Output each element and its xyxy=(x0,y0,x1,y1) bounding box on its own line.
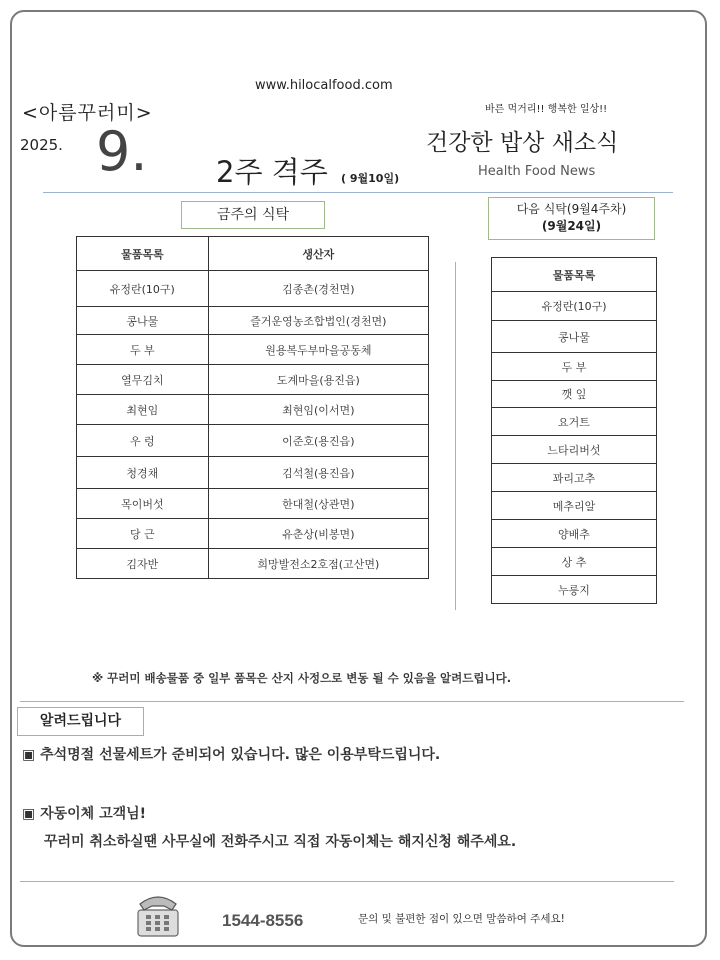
table-row xyxy=(77,271,429,307)
column-divider xyxy=(455,262,456,610)
column-header-items: 물품목록 xyxy=(77,237,209,271)
notice-divider xyxy=(20,701,684,702)
item-cell: 최현임 xyxy=(77,395,209,425)
announcement-label: 알려드립니다 xyxy=(17,707,144,736)
item-cell: 청경채 xyxy=(77,457,209,489)
table-row xyxy=(492,408,657,436)
table-row xyxy=(492,381,657,408)
table-row xyxy=(77,489,429,519)
brand-name: <아름꾸러미> xyxy=(22,102,153,124)
table-row xyxy=(492,492,657,520)
producer-cell: 김석철(용진읍) xyxy=(208,457,428,489)
next-week-label xyxy=(488,197,655,240)
producer-cell: 원용복두부마을공동체 xyxy=(208,335,428,365)
contact-message: 문의 및 불편한 점이 있으면 말씀하여 주세요! xyxy=(358,913,565,925)
table-row xyxy=(77,307,429,335)
item-cell: 두 부 xyxy=(77,335,209,365)
header-divider xyxy=(43,192,673,193)
table-row xyxy=(492,548,657,576)
item-cell: 김자반 xyxy=(77,549,209,579)
table-row xyxy=(492,353,657,381)
table-row xyxy=(77,425,429,457)
table-row xyxy=(77,457,429,489)
producer-cell: 김종촌(경천면) xyxy=(208,271,428,307)
year: 2025. xyxy=(20,136,63,154)
website-url: www.hilocalfood.com xyxy=(255,78,393,93)
next-week-date: (9월24일) xyxy=(541,219,602,233)
item-cell: 당 근 xyxy=(77,519,209,549)
next-week-title: 다음 식탁(9월4주차) xyxy=(516,202,627,216)
this-week-label: 금주의 식탁 xyxy=(181,201,325,229)
announcement-item-autopay-body: 꾸러미 취소하실땐 사무실에 전화주시고 직접 자동이체는 해지신청 해주세요. xyxy=(44,834,517,850)
slogan: 바른 먹거리!! 행복한 일상!! xyxy=(485,104,608,115)
producer-cell: 이준호(용진읍) xyxy=(208,425,428,457)
next-item-cell: 양배추 xyxy=(492,520,657,548)
news-title: 건강한 밥상 새소식 xyxy=(426,130,619,156)
producer-cell: 유춘상(비봉면) xyxy=(208,519,428,549)
footer-divider xyxy=(20,881,674,882)
announcement-item-gift: ▣ 추석명절 선물세트가 준비되어 있습니다. 많은 이용부탁드립니다. xyxy=(22,747,441,763)
column-header-next-items: 물품목록 xyxy=(492,258,657,292)
next-week-table xyxy=(491,257,657,604)
table-row xyxy=(77,335,429,365)
next-item-cell: 요거트 xyxy=(492,408,657,436)
producer-cell: 한대철(상관면) xyxy=(208,489,428,519)
next-item-cell: 상 추 xyxy=(492,548,657,576)
item-cell: 콩나물 xyxy=(77,307,209,335)
table-row xyxy=(492,464,657,492)
table-row xyxy=(492,576,657,604)
producer-cell: 최현임(이서면) xyxy=(208,395,428,425)
item-cell: 우 렁 xyxy=(77,425,209,457)
producer-cell: 희망발전소2호점(고산면) xyxy=(208,549,428,579)
next-item-cell: 두 부 xyxy=(492,353,657,381)
this-week-table xyxy=(76,236,429,579)
producer-cell: 도계마을(용진읍) xyxy=(208,365,428,395)
item-cell: 열무김치 xyxy=(77,365,209,395)
next-item-cell: 유정란(10구) xyxy=(492,292,657,321)
column-header-producer: 생산자 xyxy=(208,237,428,271)
item-cell: 목이버섯 xyxy=(77,489,209,519)
telephone-icon xyxy=(134,888,182,940)
next-item-cell: 꽈리고추 xyxy=(492,464,657,492)
week-date: ( 9월10일) xyxy=(341,172,400,185)
table-row xyxy=(492,321,657,353)
next-item-cell: 깻 잎 xyxy=(492,381,657,408)
week-label: 2주 격주 xyxy=(216,155,328,189)
table-row xyxy=(492,292,657,321)
next-item-cell: 느타리버섯 xyxy=(492,436,657,464)
table-row xyxy=(77,365,429,395)
month: 9. xyxy=(96,120,148,183)
next-item-cell: 콩나물 xyxy=(492,321,657,353)
news-subtitle: Health Food News xyxy=(478,164,596,179)
contact-phone: 1544-8556 xyxy=(222,911,304,930)
next-item-cell: 메추리알 xyxy=(492,492,657,520)
announcement-item-autopay-title: ▣ 자동이체 고객님! xyxy=(22,806,147,822)
table-row xyxy=(492,520,657,548)
table-row xyxy=(77,549,429,579)
item-cell: 유정란(10구) xyxy=(77,271,209,307)
table-row xyxy=(492,436,657,464)
producer-cell: 즐거운영농조합법인(경천면) xyxy=(208,307,428,335)
change-notice: ※ 꾸러미 배송물품 중 일부 품목은 산지 사정으로 변동 될 수 있음을 알려드립니다. xyxy=(92,671,512,685)
table-row xyxy=(77,395,429,425)
table-row xyxy=(77,519,429,549)
next-item-cell: 누룽지 xyxy=(492,576,657,604)
